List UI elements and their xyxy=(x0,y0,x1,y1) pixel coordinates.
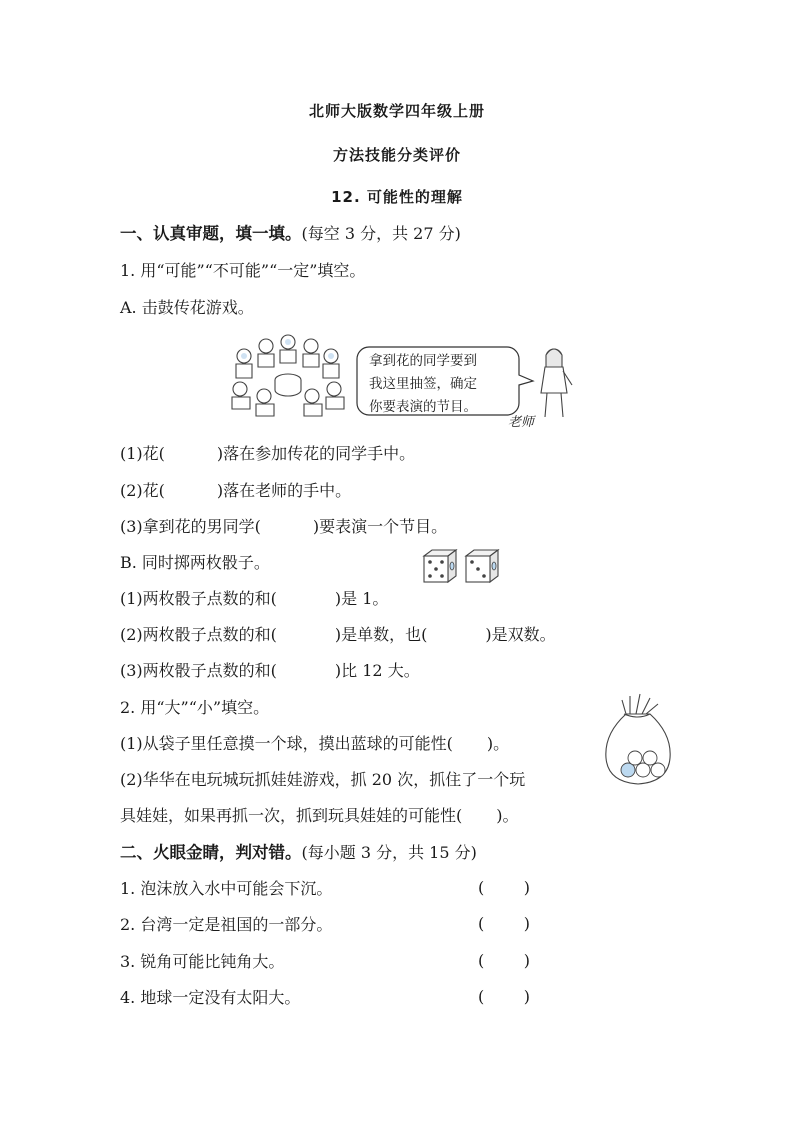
item-text: (1)两枚骰子点数的和( xyxy=(120,589,277,608)
tf-item-4: 4. 地球一定没有太阳大。 xyxy=(120,988,301,1007)
item-text: (2)两枚骰子点数的和( xyxy=(120,625,277,644)
children-circle-illustration xyxy=(226,334,350,424)
section2-title: 二、火眼金睛，判对错。 xyxy=(120,843,302,862)
bubble-line: 拿到花的同学要到 xyxy=(369,353,477,369)
lesson-title: 12. 可能性的理解 xyxy=(331,188,463,206)
q2-stem: 2. 用“大”“小”填空。 xyxy=(120,698,270,717)
item-text: (2)花( xyxy=(120,481,165,500)
q2-item-1 xyxy=(120,733,509,755)
q1-part-b-label: B. 同时掷两枚骰子。 xyxy=(120,553,270,572)
item-text: )是 1。 xyxy=(334,589,389,608)
item-text: (1)花( xyxy=(120,444,165,463)
tf-item-1: 1. 泡沫放入水中可能会下沉。 xyxy=(120,879,333,898)
item-text: (3)两枚骰子点数的和( xyxy=(120,661,277,680)
section2-heading xyxy=(120,842,477,864)
tf-item-2: 2. 台湾一定是祖国的一部分。 xyxy=(120,915,333,934)
bubble-line: 你要表演的节目。 xyxy=(369,399,477,415)
section1-heading xyxy=(120,223,461,245)
item-text: 具娃娃，如果再抓一次，抓到玩具娃娃的可能性( xyxy=(120,806,463,825)
q1b-item-2 xyxy=(120,624,556,646)
paren-close: ) xyxy=(523,987,530,1006)
book-title: 北师大版数学四年级上册 xyxy=(308,102,485,120)
bag-of-balls-illustration xyxy=(600,692,676,788)
item-text: )是双数。 xyxy=(485,625,556,644)
q1a-item-1 xyxy=(120,443,415,465)
item-text: (1)从袋子里任意摸一个球，摸出蓝球的可能性( xyxy=(120,734,453,753)
section1-score-note: (每空 3 分，共 27 分) xyxy=(301,224,461,243)
item-text: )是单数，也( xyxy=(334,625,428,644)
q1-part-a-label: A. 击鼓传花游戏。 xyxy=(120,298,254,317)
tf-answer-box-2[interactable] xyxy=(478,914,530,933)
q2-item-2-line1: (2)华华在电玩城玩抓娃娃游戏，抓 20 次，抓住了一个玩 xyxy=(120,770,526,789)
item-text: )落在老师的手中。 xyxy=(216,481,352,500)
item-text: )要表演一个节目。 xyxy=(312,517,448,536)
item-text: )比 12 大。 xyxy=(334,661,420,680)
q1-stem: 1. 用“可能”“不可能”“一定”填空。 xyxy=(120,261,366,280)
q2-item-2-line2 xyxy=(120,805,519,827)
tf-answer-box-1[interactable] xyxy=(478,878,530,897)
q1a-item-3 xyxy=(120,516,447,538)
paren-open: ( xyxy=(478,878,485,897)
paren-open: ( xyxy=(478,914,485,933)
item-text: )。 xyxy=(486,734,510,753)
item-text: )。 xyxy=(496,806,519,825)
q1b-item-1 xyxy=(120,588,388,610)
paren-close: ) xyxy=(523,914,530,933)
teacher-label: 老师 xyxy=(508,415,535,430)
worksheet-subtitle: 方法技能分类评价 xyxy=(332,146,461,164)
item-text: (3)拿到花的男同学( xyxy=(120,517,261,536)
item-text: )落在参加传花的同学手中。 xyxy=(216,444,416,463)
tf-answer-box-3[interactable] xyxy=(478,951,530,970)
paren-close: ) xyxy=(523,878,530,897)
section2-score-note: (每小题 3 分，共 15 分) xyxy=(301,843,477,862)
q1b-item-3 xyxy=(120,660,420,682)
two-dice-illustration xyxy=(418,546,504,586)
speech-bubble-text xyxy=(369,350,477,419)
tf-item-3: 3. 锐角可能比钝角大。 xyxy=(120,952,285,971)
bubble-line: 我这里抽签，确定 xyxy=(369,376,477,392)
paren-open: ( xyxy=(478,951,485,970)
section1-title: 一、认真审题，填一填。 xyxy=(120,224,302,243)
paren-open: ( xyxy=(478,987,485,1006)
q1a-item-2 xyxy=(120,480,351,502)
paren-close: ) xyxy=(523,951,530,970)
teacher-illustration xyxy=(532,345,576,423)
tf-answer-box-4[interactable] xyxy=(478,987,530,1006)
